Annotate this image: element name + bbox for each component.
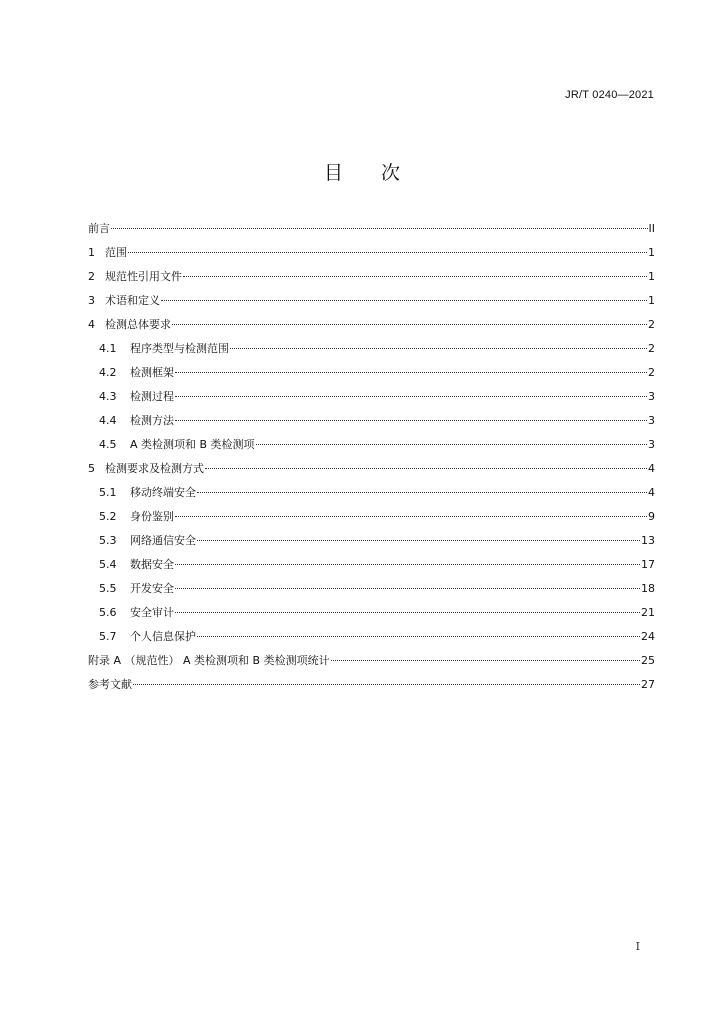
toc-entry-number: 1 — [88, 246, 95, 259]
toc-entry-4[interactable] — [88, 313, 655, 337]
toc-entry-page: 25 — [641, 654, 655, 667]
toc-entry-page: 18 — [641, 582, 655, 595]
toc-entry-page: II — [648, 222, 655, 235]
toc-entry-page: 1 — [648, 270, 655, 283]
toc-entry-label: 检测方法 — [130, 414, 174, 427]
dot-leader — [256, 444, 647, 445]
dot-leader — [128, 252, 647, 253]
toc-entry-5-7[interactable] — [88, 625, 655, 649]
table-of-contents — [88, 217, 655, 697]
document-code: JR/T 0240—2021 — [565, 89, 654, 101]
toc-entry-label: 身份鉴别 — [130, 510, 174, 523]
dot-leader — [175, 588, 640, 589]
dot-leader — [197, 492, 647, 493]
dot-leader — [133, 684, 640, 685]
toc-entry-page: 3 — [648, 390, 655, 403]
toc-entry-page: 17 — [641, 558, 655, 571]
toc-entry-label: 附录 A （规范性） A 类检测项和 B 类检测项统计 — [88, 654, 330, 667]
toc-entry-5-2[interactable] — [88, 505, 655, 529]
toc-entry-number: 4 — [88, 318, 95, 331]
toc-entry-page: 1 — [648, 294, 655, 307]
dot-leader — [197, 540, 640, 541]
toc-entry-label: 个人信息保护 — [130, 630, 196, 643]
dot-leader — [175, 396, 647, 397]
toc-entry-label: 移动终端安全 — [130, 486, 196, 499]
toc-entry-4-1[interactable] — [88, 337, 655, 361]
toc-entry-page: 3 — [648, 414, 655, 427]
toc-entry-5[interactable] — [88, 457, 655, 481]
toc-entry-number: 5 — [88, 462, 95, 475]
toc-entry-3[interactable] — [88, 289, 655, 313]
dot-leader — [331, 660, 640, 661]
toc-entry-label: 数据安全 — [130, 558, 174, 571]
toc-entry-page: 4 — [648, 462, 655, 475]
toc-entry-number: 4.4 — [99, 414, 117, 427]
toc-entry-number: 4.1 — [99, 342, 117, 355]
dot-leader — [183, 276, 647, 277]
toc-entry-page: 2 — [648, 318, 655, 331]
dot-leader — [205, 468, 647, 469]
toc-entry-page: 13 — [641, 534, 655, 547]
toc-entry-page: 27 — [641, 678, 655, 691]
toc-entry-5-3[interactable] — [88, 529, 655, 553]
dot-leader — [111, 228, 648, 229]
dot-leader — [161, 300, 647, 301]
toc-entry-page: 3 — [648, 438, 655, 451]
toc-entry-number: 5.7 — [99, 630, 117, 643]
toc-entry-4-2[interactable] — [88, 361, 655, 385]
toc-title-part1: 目 — [323, 162, 343, 184]
toc-entry-label: 参考文献 — [88, 678, 132, 691]
toc-entry-number: 5.6 — [99, 606, 117, 619]
toc-entry-number: 5.3 — [99, 534, 117, 547]
toc-entry-page: 21 — [641, 606, 655, 619]
toc-entry-page: 2 — [648, 342, 655, 355]
toc-entry-number: 4.2 — [99, 366, 117, 379]
toc-entry-page: 1 — [648, 246, 655, 259]
toc-entry-number: 5.1 — [99, 486, 117, 499]
toc-entry-2[interactable] — [88, 265, 655, 289]
toc-entry-label: 术语和定义 — [105, 294, 160, 307]
toc-entry-5-6[interactable] — [88, 601, 655, 625]
toc-entry-4-4[interactable] — [88, 409, 655, 433]
toc-entry-label: 检测总体要求 — [105, 318, 171, 331]
dot-leader — [175, 564, 640, 565]
toc-entry-label: 检测要求及检测方式 — [105, 462, 204, 475]
toc-entry-page: 4 — [648, 486, 655, 499]
toc-entry-label: 范围 — [105, 246, 127, 259]
page-number: I — [635, 940, 640, 953]
toc-entry-label: 安全审计 — [130, 606, 174, 619]
toc-entry-number: 2 — [88, 270, 95, 283]
toc-entry-appendix-a[interactable] — [88, 649, 655, 673]
dot-leader — [197, 636, 640, 637]
toc-entry-foreword[interactable] — [88, 217, 655, 241]
toc-entry-4-3[interactable] — [88, 385, 655, 409]
dot-leader — [175, 372, 647, 373]
toc-entry-page: 24 — [641, 630, 655, 643]
toc-entry-number: 5.4 — [99, 558, 117, 571]
toc-entry-number: 3 — [88, 294, 95, 307]
toc-entry-label: 检测过程 — [130, 390, 174, 403]
toc-entry-number: 5.5 — [99, 582, 117, 595]
toc-entry-label: 检测框架 — [130, 366, 174, 379]
toc-entry-5-5[interactable] — [88, 577, 655, 601]
toc-entry-label: 规范性引用文件 — [105, 270, 182, 283]
toc-entry-number: 4.3 — [99, 390, 117, 403]
toc-entry-4-5[interactable] — [88, 433, 655, 457]
toc-entry-5-1[interactable] — [88, 481, 655, 505]
toc-entry-label: 开发安全 — [130, 582, 174, 595]
toc-entry-5-4[interactable] — [88, 553, 655, 577]
toc-entry-label: 程序类型与检测范围 — [130, 342, 229, 355]
dot-leader — [172, 324, 647, 325]
toc-entry-label: A 类检测项和 B 类检测项 — [130, 438, 255, 451]
toc-entry-label: 网络通信安全 — [130, 534, 196, 547]
toc-entry-number: 4.5 — [99, 438, 117, 451]
toc-entry-page: 2 — [648, 366, 655, 379]
toc-title-part2: 次 — [381, 162, 401, 184]
toc-entry-number: 5.2 — [99, 510, 117, 523]
toc-entry-label: 前言 — [88, 222, 110, 235]
dot-leader — [175, 516, 647, 517]
toc-entry-page: 9 — [648, 510, 655, 523]
dot-leader — [230, 348, 647, 349]
toc-entry-references[interactable] — [88, 673, 655, 697]
dot-leader — [175, 612, 640, 613]
dot-leader — [175, 420, 647, 421]
toc-entry-1[interactable] — [88, 241, 655, 265]
toc-title — [0, 158, 724, 185]
